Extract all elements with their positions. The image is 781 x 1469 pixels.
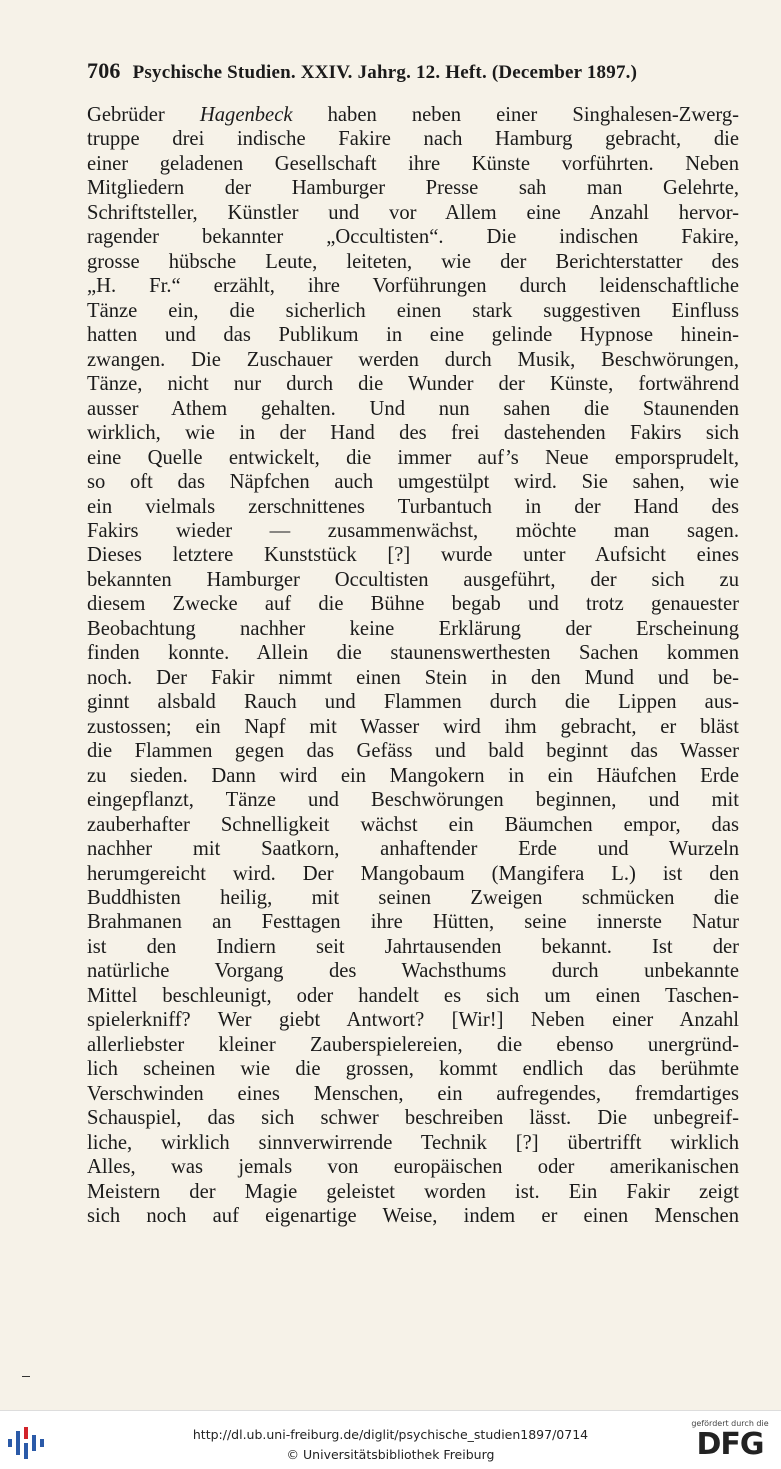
text-line: zwangen. Die Zuschauer werden durch Musik, Beschwörungen, [87,348,739,371]
text-segment: Gebrüder [87,104,200,126]
text-line: Schauspiel, das sich schwer beschreiben lässt. Die unbegreif- [87,1107,739,1130]
text-line: Meistern der Magie geleistet worden ist. Ein Fakir zeigt [87,1180,739,1203]
text-line: Verschwinden eines Menschen, ein aufregendes, fremdartiges [87,1082,739,1105]
text-line: ragender bekannter „Occultisten“. Die indischen Fakire, [87,226,739,249]
text-line: Mitgliedern der Hamburger Presse sah man Gelehrte, [87,177,739,200]
text-line: truppe drei indische Fakire nach Hamburg gebracht, die [87,128,739,151]
text-line: ist den Indiern seit Jahrtausenden bekannt. Ist der [87,935,739,958]
text-line [87,103,739,127]
text-line: natürliche Vorgang des Wachsthums durch unbekannte [87,960,739,983]
text-line: hatten und das Publikum in eine gelinde Hypnose hinein- [87,324,739,347]
text-line: Alles, was jemals von europäischen oder amerikanischen [87,1156,739,1179]
text-line: Fakirs wieder — zusammenwächst, möchte man sagen. [87,519,739,542]
text-line: zauberhafter Schnelligkeit wächst ein Bäumchen empor, das [87,813,739,836]
page-number: 706 [87,58,121,83]
text-line: zu sieden. Dann wird ein Mangokern in ein Häufchen Erde [87,764,739,787]
dfg-caption: gefördert durch die [691,1419,769,1428]
text-line: Brahmanen an Festtagen ihre Hütten, seine innerste Natur [87,911,739,934]
text-line: Dieses letztere Kunststück [?] wurde unter Aufsicht eines [87,544,739,567]
text-line: zustossen; ein Napf mit Wasser wird ihm gebracht, er bläst [87,715,739,738]
text-line: allerliebster kleiner Zauberspielereien, die ebenso unergründ- [87,1033,739,1056]
text-line: liche, wirklich sinnverwirrende Technik [?] übertrifft wirklich [87,1131,739,1154]
running-title: Psychische Studien. XXIV. Jahrg. 12. Heft. (December 1897.) [132,62,638,83]
text-line: Schriftsteller, Künstler und vor Allem eine Anzahl hervor- [87,201,739,224]
text-line: herumgereicht wird. Der Mangobaum (Mangifera L.) ist den [87,862,739,885]
text-line: „H. Fr.“ erzählt, ihre Vorführungen durch leidenschaftliche [87,275,739,298]
footer-bar [0,1410,781,1469]
text-line: nachher mit Saatkorn, anhaftender Erde und Wurzeln [87,838,739,861]
text-line: die Flammen gegen das Gefäss und bald beginnt das Wasser [87,740,739,763]
text-line: Beobachtung nachher keine Erklärung der Erscheinung [87,617,739,640]
text-line: eine Quelle entwickelt, die immer auf’s Neue emporsprudelt, [87,446,739,469]
text-line: Mittel beschleunigt, oder handelt es sich um einen Taschen- [87,984,739,1007]
text-line: lich scheinen wie die grossen, kommt endlich das berühmte [87,1058,739,1081]
text-line: Tänze ein, die sicherlich einen stark suggestiven Einfluss [87,299,739,322]
text-line: Tänze, nicht nur durch die Wunder der Künste, fortwährend [87,373,739,396]
text-segment: haben neben einer Singhalesen-Zwerg- [292,104,739,126]
copyright-notice: © Universitätsbibliothek Freiburg [286,1447,495,1462]
text-line: so oft das Näpfchen auch umgestülpt wird. Sie sahen, wie [87,471,739,494]
text-line: eingepflanzt, Tänze und Beschwörungen beginnen, und mit [87,789,739,812]
text-line: sich noch auf eigenartige Weise, indem er einen Menschen [87,1205,739,1228]
dfg-logo [689,1419,771,1465]
emphasized-name: Hagenbeck [199,104,293,126]
text-line: einer geladenen Gesellschaft ihre Künste vorführten. Neben [87,152,739,175]
running-header [87,58,741,84]
margin-mark [22,1376,30,1377]
text-line: spielerkniff? Wer giebt Antwort? [Wir!] Neben einer Anzahl [87,1009,739,1032]
text-line: grosse hübsche Leute, leiteten, wie der Berichterstatter des [87,250,739,273]
text-line: ausser Athem gehalten. Und nun sahen die Staunenden [87,397,739,420]
text-line: Buddhisten heilig, mit seinen Zweigen schmücken die [87,887,739,909]
text-line: bekannten Hamburger Occultisten ausgeführt, der sich zu [87,568,739,591]
body-text [87,103,739,1229]
dfg-wordmark: DFG [696,1427,764,1462]
text-line: noch. Der Fakir nimmt einen Stein in den Mund und be- [87,666,739,689]
text-line: ginnt alsbald Rauch und Flammen durch die Lippen aus- [87,691,739,714]
text-line: finden konnte. Allein die staunenswerthesten Sachen kommen [87,642,739,665]
text-line: diesem Zwecke auf die Bühne begab und trotz genauester [87,593,739,616]
text-line: wirklich, wie in der Hand des frei dastehenden Fakirs sich [87,422,739,445]
text-line: ein vielmals zerschnittenes Turbantuch in der Hand des [87,495,739,518]
source-url[interactable]: http://dl.ub.uni-freiburg.de/diglit/psychische_studien1897/0714 [192,1427,589,1442]
